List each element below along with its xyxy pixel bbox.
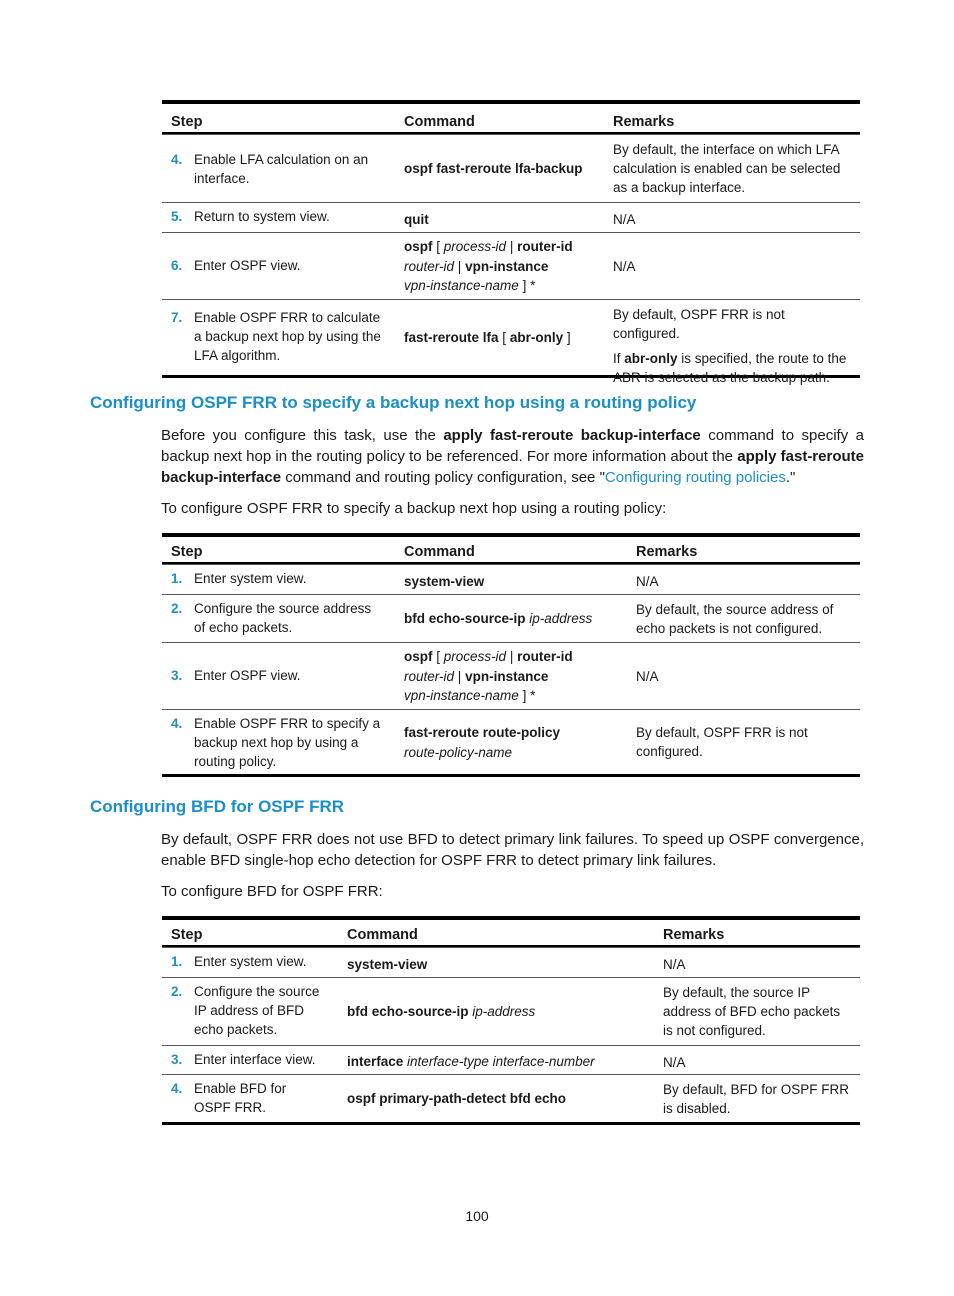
section-heading-bfd: Configuring BFD for OSPF FRR bbox=[90, 797, 345, 816]
command-text: bfd echo-source-ip bbox=[404, 610, 526, 626]
command-text: quit bbox=[404, 211, 429, 227]
table-header bbox=[162, 920, 860, 947]
step-number: 2. bbox=[171, 984, 183, 999]
step-description: Enter interface view. bbox=[194, 1052, 316, 1067]
ospf-command: ospf [ process-id | router-id router-id | vpn-instance vpn-instance-name ] * bbox=[404, 239, 573, 293]
step-description: Enter OSPF view. bbox=[194, 258, 301, 273]
table-row bbox=[162, 202, 860, 232]
step-description: Configure the source address of echo packets. bbox=[194, 601, 372, 635]
step-number: 5. bbox=[171, 209, 183, 224]
command-arg: route-policy-name bbox=[404, 744, 513, 760]
command-arg: ip-address bbox=[472, 1003, 536, 1019]
step-description: Enter OSPF view. bbox=[194, 668, 301, 683]
remarks-text: By default, BFD for OSPF FRR is disabled. bbox=[663, 1081, 850, 1116]
table-row bbox=[162, 977, 860, 1045]
step-description: Enable BFD for OSPF FRR. bbox=[194, 1081, 287, 1115]
step-description: Enter system view. bbox=[194, 571, 307, 586]
command-arg: interface-type interface-number bbox=[407, 1054, 595, 1070]
page-number: 100 bbox=[465, 1208, 489, 1224]
command-text: interface bbox=[347, 1054, 404, 1070]
remarks-text: N/A bbox=[613, 258, 636, 274]
bfd-paragraph: By default, OSPF FRR does not use BFD to detect primary link failures. To speed up OSPF convergence, enable BFD single-hop echo detection for OSPF FRR to detect primary link failures. bbox=[161, 831, 864, 869]
table-row bbox=[162, 594, 860, 642]
table-row bbox=[162, 1045, 860, 1074]
remarks-text: N/A bbox=[663, 957, 686, 972]
step-description: Enter system view. bbox=[194, 954, 307, 969]
remarks-text: By default, the source address of echo packets is not configured. bbox=[636, 601, 834, 636]
step-description: Enable OSPF FRR to calculate a backup next hop by using the LFA algorithm. bbox=[194, 310, 381, 363]
header-step: Step bbox=[171, 114, 203, 130]
routing-policies-link[interactable]: Configuring routing policies bbox=[604, 469, 786, 486]
header-remarks: Remarks bbox=[613, 114, 675, 130]
command-arg: ip-address bbox=[529, 610, 593, 626]
header-command: Command bbox=[404, 544, 475, 560]
table-row bbox=[162, 232, 860, 299]
command-text: system-view bbox=[404, 573, 485, 589]
remarks-text: By default, the source IP address of BFD echo packets is not configured. bbox=[663, 985, 841, 1038]
table-row bbox=[162, 299, 860, 385]
header-command: Command bbox=[347, 927, 418, 943]
table-row bbox=[162, 564, 860, 594]
command-text: bfd echo-source-ip bbox=[347, 1003, 469, 1019]
command-text: system-view bbox=[347, 956, 428, 972]
remarks-text: N/A bbox=[663, 1054, 686, 1070]
table-header bbox=[162, 104, 860, 134]
remarks-text: By default, OSPF FRR is not configured. If abr-only is specified, the route to the ABR is selected as the backup path. bbox=[613, 307, 847, 385]
header-step: Step bbox=[171, 544, 203, 560]
step-number: 2. bbox=[171, 601, 183, 616]
intro-paragraph: Before you configure this task, use the apply fast-reroute backup-interface command to specify a backup next hop in the routing policy to be referenced. For more information about the apply fast-reroute backup-interface command and routing policy configuration, see "Configuring routing policies." bbox=[161, 427, 864, 486]
task-intro: To configure OSPF FRR to specify a backup next hop using a routing policy: bbox=[161, 500, 667, 517]
step-description: Configure the source IP address of BFD echo packets. bbox=[194, 984, 320, 1037]
routing-policy-steps-table bbox=[162, 533, 860, 777]
header-command: Command bbox=[404, 114, 475, 130]
table-row bbox=[162, 947, 860, 977]
bfd-steps-table bbox=[162, 916, 860, 1125]
ospf-command: ospf [ process-id | router-id router-id | vpn-instance vpn-instance-name ] * bbox=[404, 649, 573, 703]
command-text: fast-reroute route-policy bbox=[404, 725, 561, 740]
table-row bbox=[162, 642, 860, 709]
step-number: 4. bbox=[171, 1081, 183, 1096]
header-remarks: Remarks bbox=[636, 544, 698, 560]
command-text: ospf primary-path-detect bfd echo bbox=[347, 1090, 567, 1106]
header-remarks: Remarks bbox=[663, 927, 725, 943]
step-number: 4. bbox=[171, 152, 183, 167]
step-description: Enable LFA calculation on an interface. bbox=[194, 152, 369, 186]
table-row bbox=[162, 709, 860, 774]
remarks-text: By default, the interface on which LFA calculation is enabled can be selected as a backup interface. bbox=[613, 142, 841, 195]
step-number: 1. bbox=[171, 954, 183, 969]
task-intro: To configure BFD for OSPF FRR: bbox=[161, 883, 383, 900]
step-number: 1. bbox=[171, 571, 183, 586]
step-description: Enable OSPF FRR to specify a backup next hop by using a routing policy. bbox=[194, 716, 381, 769]
table-row bbox=[162, 134, 860, 202]
remarks-text: N/A bbox=[636, 668, 659, 684]
step-number: 6. bbox=[171, 258, 183, 273]
remarks-text: By default, OSPF FRR is not configured. bbox=[636, 725, 808, 759]
table-row bbox=[162, 1074, 860, 1122]
lfa-command: fast-reroute lfa [ abr-only ] bbox=[404, 329, 571, 345]
command-text: ospf fast-reroute lfa-backup bbox=[404, 160, 583, 176]
step-number: 3. bbox=[171, 1052, 183, 1067]
step-description: Return to system view. bbox=[194, 209, 330, 224]
step-number: 4. bbox=[171, 716, 183, 731]
header-step: Step bbox=[171, 927, 203, 943]
table-header bbox=[162, 537, 860, 564]
remarks-text: N/A bbox=[613, 212, 636, 227]
section-heading-routing-policy: Configuring OSPF FRR to specify a backup next hop using a routing policy bbox=[90, 393, 697, 412]
remarks-text: N/A bbox=[636, 574, 659, 589]
step-number: 7. bbox=[171, 310, 183, 325]
step-number: 3. bbox=[171, 668, 183, 683]
lfa-steps-table bbox=[162, 100, 860, 385]
